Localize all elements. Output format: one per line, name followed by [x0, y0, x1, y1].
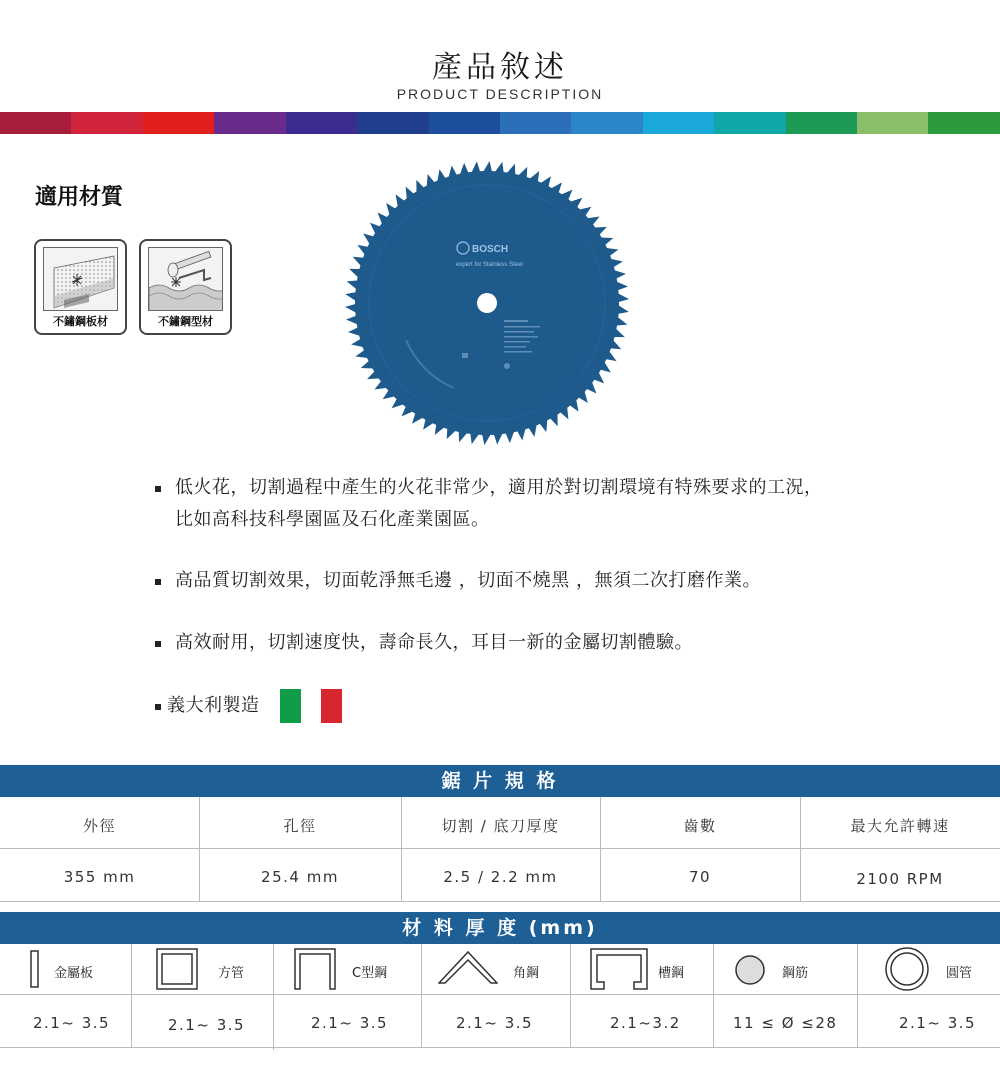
thickness-value-c: 2.1~ 3.5 — [311, 1014, 389, 1032]
spec-value-bore: 25.4 mm — [261, 868, 339, 886]
page-header — [0, 0, 1000, 112]
stripe-segment — [214, 112, 285, 134]
material-card-profile — [139, 239, 232, 335]
table-divider — [0, 901, 1000, 902]
stripe-segment — [357, 112, 428, 134]
flag-stripe — [280, 689, 301, 723]
spec-header-teeth: 齒數 — [683, 817, 717, 835]
color-stripe — [0, 112, 1000, 134]
stainless-profile-icon — [148, 247, 223, 311]
thickness-value-round: 2.1~ 3.5 — [899, 1014, 977, 1032]
thickness-label-c: C型鋼 — [352, 966, 388, 981]
spec-header-rpm: 最大允許轉速 — [850, 817, 950, 835]
thickness-label-rebar: 鋼筋 — [782, 966, 809, 981]
material-label: 不鏽鋼型材 — [158, 315, 213, 328]
rebar-icon — [734, 954, 766, 986]
spec-value-teeth: 70 — [688, 868, 712, 886]
spec-header-diameter: 外徑 — [82, 817, 116, 835]
table-divider — [0, 994, 1000, 995]
round-tube-icon — [884, 946, 930, 992]
thickness-value-u: 2.1~3.2 — [610, 1014, 681, 1032]
blade-line: expert for Stainless Steel — [456, 262, 523, 268]
stripe-segment — [500, 112, 571, 134]
blade-brand: BOSCH — [472, 244, 509, 255]
stripe-segment — [857, 112, 928, 134]
thickness-band: 材 料 厚 度 (mm) — [0, 912, 1000, 944]
stripe-segment — [714, 112, 785, 134]
spec-band: 鋸 片 規 格 — [0, 765, 1000, 797]
page-subtitle: PRODUCT DESCRIPTION — [396, 86, 604, 102]
bullet-icon — [155, 579, 161, 585]
stripe-segment — [429, 112, 500, 134]
table-divider — [421, 944, 422, 1047]
thickness-value-rebar: 11 ≤ Ø ≤28 — [733, 1014, 838, 1032]
stripe-segment — [0, 112, 71, 134]
bullet-icon — [155, 641, 161, 647]
feature-text: 義大利製造 — [167, 695, 260, 716]
material-card-sheet — [34, 239, 127, 335]
bullet-icon — [155, 486, 161, 492]
thickness-label-sheet: 金屬板 — [54, 966, 94, 981]
table-divider — [0, 1047, 1000, 1048]
feature-text: 高品質切割效果，切面乾淨無毛邊 ，切面不燒黑 ，無須二次打磨作業。 — [175, 570, 761, 591]
c-channel-icon — [294, 948, 336, 990]
feature-text: 低火花，切割過程中產生的火花非常少，適用於對切割環境有特殊要求的工況， — [175, 477, 823, 498]
flag-stripe — [321, 689, 342, 723]
spec-header-kerf: 切割 / 底刀厚度 — [441, 817, 560, 835]
italy-flag-icon — [280, 689, 342, 723]
thickness-value-angle: 2.1~ 3.5 — [456, 1014, 534, 1032]
saw-blade-image — [344, 160, 630, 446]
metal-sheet-icon — [30, 950, 40, 988]
spec-value-kerf: 2.5 / 2.2 mm — [443, 868, 558, 886]
u-channel-icon — [590, 948, 648, 990]
stripe-segment — [71, 112, 142, 134]
flag-stripe — [301, 689, 322, 723]
bullet-icon — [155, 704, 161, 710]
table-divider — [570, 944, 571, 1047]
material-label: 不鏽鋼板材 — [53, 315, 108, 328]
square-tube-icon — [156, 948, 198, 990]
spec-header-bore: 孔徑 — [283, 817, 317, 835]
thickness-label-square: 方管 — [218, 966, 245, 981]
table-divider — [131, 944, 132, 1047]
table-divider — [713, 944, 714, 1047]
page-title: 產品敘述 — [432, 50, 568, 85]
spec-value-rpm: 2100 RPM — [856, 870, 944, 888]
table-divider — [0, 848, 1000, 849]
stripe-segment — [928, 112, 999, 134]
table-divider — [857, 944, 858, 1047]
thickness-label-u: 槽鋼 — [658, 966, 685, 981]
stripe-segment — [143, 112, 214, 134]
stripe-segment — [571, 112, 642, 134]
stripe-segment — [786, 112, 857, 134]
thickness-value-square: 2.1~ 3.5 — [168, 1016, 246, 1034]
stainless-sheet-icon — [43, 247, 118, 311]
feature-text: 高效耐用，切割速度快，壽命長久，耳目一新的金屬切割體驗。 — [175, 632, 693, 653]
table-divider — [273, 944, 274, 1050]
materials-title: 適用材質 — [35, 185, 124, 210]
thickness-value-sheet: 2.1~ 3.5 — [33, 1014, 111, 1032]
thickness-label-angle: 角鋼 — [513, 966, 540, 981]
thickness-label-round: 圓管 — [946, 966, 973, 981]
feature-text: 比如高科技科學園區及石化產業園區。 — [175, 509, 490, 530]
spec-value-diameter: 355 mm — [63, 868, 136, 886]
stripe-segment — [286, 112, 357, 134]
angle-steel-icon — [438, 950, 498, 984]
stripe-segment — [643, 112, 714, 134]
